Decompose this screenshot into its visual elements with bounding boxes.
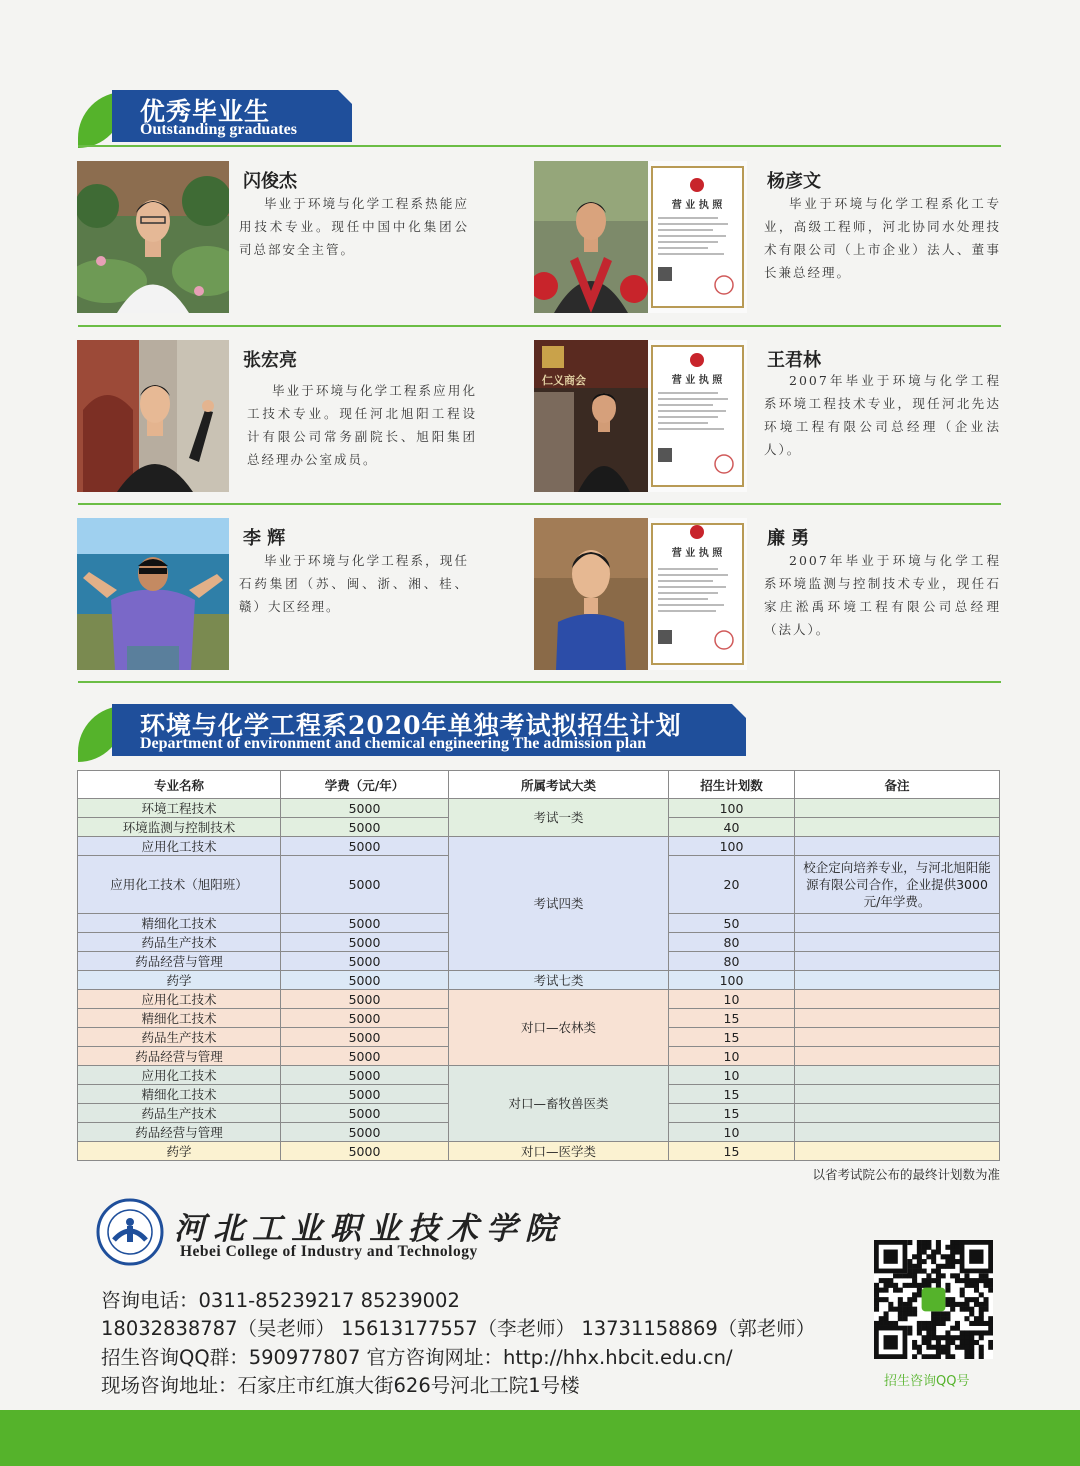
graduate-photo (534, 340, 747, 492)
note-cell (795, 1085, 1000, 1104)
exam-category-cell: 考试四类 (449, 837, 669, 971)
quota-cell: 15 (669, 1142, 795, 1161)
license-title: 营 业 执 照 (671, 200, 723, 211)
graduate-card (77, 340, 542, 492)
note-cell (795, 933, 1000, 952)
graduate-photo (534, 518, 747, 670)
contact-mobiles: 18032838787（吴老师） 15613177557（李老师） 13731158869（郭老师） (101, 1317, 816, 1340)
note-cell (795, 1142, 1000, 1161)
tuition-cell: 5000 (281, 1009, 449, 1028)
section-header-admission (78, 704, 748, 764)
tuition-cell: 5000 (281, 799, 449, 818)
quota-cell: 100 (669, 799, 795, 818)
major-cell: 药品生产技术 (78, 1028, 281, 1047)
major-cell: 药品生产技术 (78, 1104, 281, 1123)
tuition-cell: 5000 (281, 971, 449, 990)
graduate-name: 张宏亮 (243, 350, 297, 371)
table-row (78, 837, 1000, 856)
table-row (78, 1142, 1000, 1161)
tuition-cell: 5000 (281, 914, 449, 933)
table-row (78, 971, 1000, 990)
divider (78, 503, 1001, 505)
note-cell (795, 1009, 1000, 1028)
table-row (78, 1066, 1000, 1085)
contact-phone: 咨询电话：0311-85239217 85239002 (101, 1289, 460, 1312)
note-cell (795, 1104, 1000, 1123)
note-cell (795, 971, 1000, 990)
tuition-cell: 5000 (281, 1104, 449, 1123)
graduate-card (77, 518, 542, 670)
graduate-description: 毕业于环境与化学工程系热能应用技术专业。现任中国中化集团公司总部安全主管。 (239, 196, 469, 257)
section-subtitle: Outstanding graduates (140, 121, 297, 138)
license-title: 营 业 执 照 (671, 375, 723, 386)
qr-label: 招生咨询QQ号 (884, 1374, 970, 1389)
note-cell (795, 1066, 1000, 1085)
section-subtitle: Department of environment and chemical engineering The admission plan (140, 735, 647, 752)
column-header: 备注 (795, 771, 1000, 799)
major-cell: 药品经营与管理 (78, 952, 281, 971)
column-header: 招生计划数 (669, 771, 795, 799)
license-title: 营 业 执 照 (671, 548, 723, 559)
quota-cell: 100 (669, 837, 795, 856)
contact-qq-web: 招生咨询QQ群：590977807 官方咨询网址：http://hhx.hbcit.edu.cn/ (101, 1346, 733, 1369)
qr-center-icon (922, 1288, 946, 1312)
school-logo (96, 1198, 164, 1266)
sign-text: 仁义商会 (542, 374, 586, 387)
note-cell (795, 1028, 1000, 1047)
tuition-cell: 5000 (281, 990, 449, 1009)
quota-cell: 20 (669, 856, 795, 914)
quota-cell: 100 (669, 971, 795, 990)
contact-address: 现场咨询地址：石家庄市红旗大街626号河北工院1号楼 (101, 1374, 580, 1397)
quota-cell: 80 (669, 952, 795, 971)
graduate-card (534, 340, 999, 492)
graduate-name: 王君林 (767, 350, 821, 371)
graduate-card (77, 161, 542, 313)
graduate-card (534, 518, 999, 670)
column-header: 学费（元/年） (281, 771, 449, 799)
tuition-cell: 5000 (281, 1066, 449, 1085)
major-cell: 应用化工技术 (78, 990, 281, 1009)
divider (78, 145, 1001, 147)
divider (78, 681, 1001, 683)
exam-category-cell: 对口—畜牧兽医类 (449, 1066, 669, 1142)
major-cell: 应用化工技术 (78, 837, 281, 856)
graduate-photo (77, 518, 229, 670)
column-header: 专业名称 (78, 771, 281, 799)
major-cell: 应用化工技术（旭阳班） (78, 856, 281, 914)
graduate-description: 2007年毕业于环境与化学工程系环境工程技术专业，现任河北先达环境工程有限公司总经理（企业法人）。 (764, 373, 1001, 457)
graduate-photo (77, 340, 229, 492)
graduate-photo (534, 161, 747, 313)
exam-category-cell: 考试一类 (449, 799, 669, 837)
table-header-row (78, 771, 1000, 799)
section-title: 环境与化学工程系2020年单独考试拟招生计划 (140, 711, 682, 740)
graduate-description: 毕业于环境与化学工程系，现任石药集团（苏、闽、浙、湘、桂、赣）大区经理。 (239, 553, 469, 614)
tuition-cell: 5000 (281, 1085, 449, 1104)
quota-cell: 15 (669, 1028, 795, 1047)
graduate-photo (77, 161, 229, 313)
note-cell (795, 1047, 1000, 1066)
section-title: 优秀毕业生 (140, 97, 271, 126)
divider (78, 325, 1001, 327)
tuition-cell: 5000 (281, 837, 449, 856)
graduate-name: 闪俊杰 (243, 171, 297, 192)
note-cell (795, 837, 1000, 856)
major-cell: 精细化工技术 (78, 1009, 281, 1028)
admission-plan-table (77, 770, 1000, 1161)
major-cell: 药品生产技术 (78, 933, 281, 952)
note-cell (795, 914, 1000, 933)
note-cell (795, 799, 1000, 818)
quota-cell: 10 (669, 1123, 795, 1142)
graduate-description: 毕业于环境与化学工程系应用化工技术专业。现任河北旭阳工程设计有限公司常务副院长、旭阳集团总经理办公室成员。 (247, 383, 477, 467)
graduate-name: 廉 勇 (767, 528, 810, 549)
quota-cell: 10 (669, 990, 795, 1009)
quota-cell: 40 (669, 818, 795, 837)
major-cell: 精细化工技术 (78, 914, 281, 933)
graduate-description: 毕业于环境与化学工程系化工专业，高级工程师，河北协同水处理技术有限公司（上市企业）法人、董事长兼总经理。 (764, 196, 1001, 280)
quota-cell: 10 (669, 1047, 795, 1066)
major-cell: 药学 (78, 1142, 281, 1161)
table-footnote: 以省考试院公布的最终计划数为准 (812, 1167, 1000, 1182)
graduate-card (534, 161, 999, 313)
graduate-name: 李 辉 (243, 528, 286, 549)
quota-cell: 10 (669, 1066, 795, 1085)
tuition-cell: 5000 (281, 933, 449, 952)
exam-category-cell: 对口—农林类 (449, 990, 669, 1066)
graduate-name: 杨彦文 (767, 171, 821, 192)
quota-cell: 80 (669, 933, 795, 952)
major-cell: 药品经营与管理 (78, 1047, 281, 1066)
column-header: 所属考试大类 (449, 771, 669, 799)
exam-category-cell: 考试七类 (449, 971, 669, 990)
major-cell: 应用化工技术 (78, 1066, 281, 1085)
bottom-bar (0, 1410, 1080, 1466)
note-cell (795, 990, 1000, 1009)
note-cell (795, 1123, 1000, 1142)
table-row (78, 799, 1000, 818)
tuition-cell: 5000 (281, 1028, 449, 1047)
school-name-en: Hebei College of Industry and Technology (180, 1243, 478, 1260)
major-cell: 药品经营与管理 (78, 1123, 281, 1142)
quota-cell: 15 (669, 1009, 795, 1028)
quota-cell: 15 (669, 1085, 795, 1104)
graduate-description: 2007年毕业于环境与化学工程系环境监测与控制技术专业，现任石家庄淞禹环境工程有限公司总经理（法人）。 (764, 553, 1001, 637)
note-cell: 校企定向培养专业，与河北旭阳能源有限公司合作，企业提供3000元/年学费。 (795, 856, 1000, 914)
major-cell: 药学 (78, 971, 281, 990)
table-row (78, 990, 1000, 1009)
tuition-cell: 5000 (281, 952, 449, 971)
tuition-cell: 5000 (281, 818, 449, 837)
tuition-cell: 5000 (281, 1047, 449, 1066)
note-cell (795, 952, 1000, 971)
tuition-cell: 5000 (281, 1142, 449, 1161)
major-cell: 环境监测与控制技术 (78, 818, 281, 837)
section-header-graduates (78, 90, 358, 150)
tuition-cell: 5000 (281, 1123, 449, 1142)
qr-code (874, 1240, 993, 1359)
exam-category-cell: 对口—医学类 (449, 1142, 669, 1161)
tuition-cell: 5000 (281, 856, 449, 914)
quota-cell: 50 (669, 914, 795, 933)
quota-cell: 15 (669, 1104, 795, 1123)
major-cell: 精细化工技术 (78, 1085, 281, 1104)
school-name-cn: 河北工业职业技术学院 (174, 1211, 564, 1247)
note-cell (795, 818, 1000, 837)
major-cell: 环境工程技术 (78, 799, 281, 818)
